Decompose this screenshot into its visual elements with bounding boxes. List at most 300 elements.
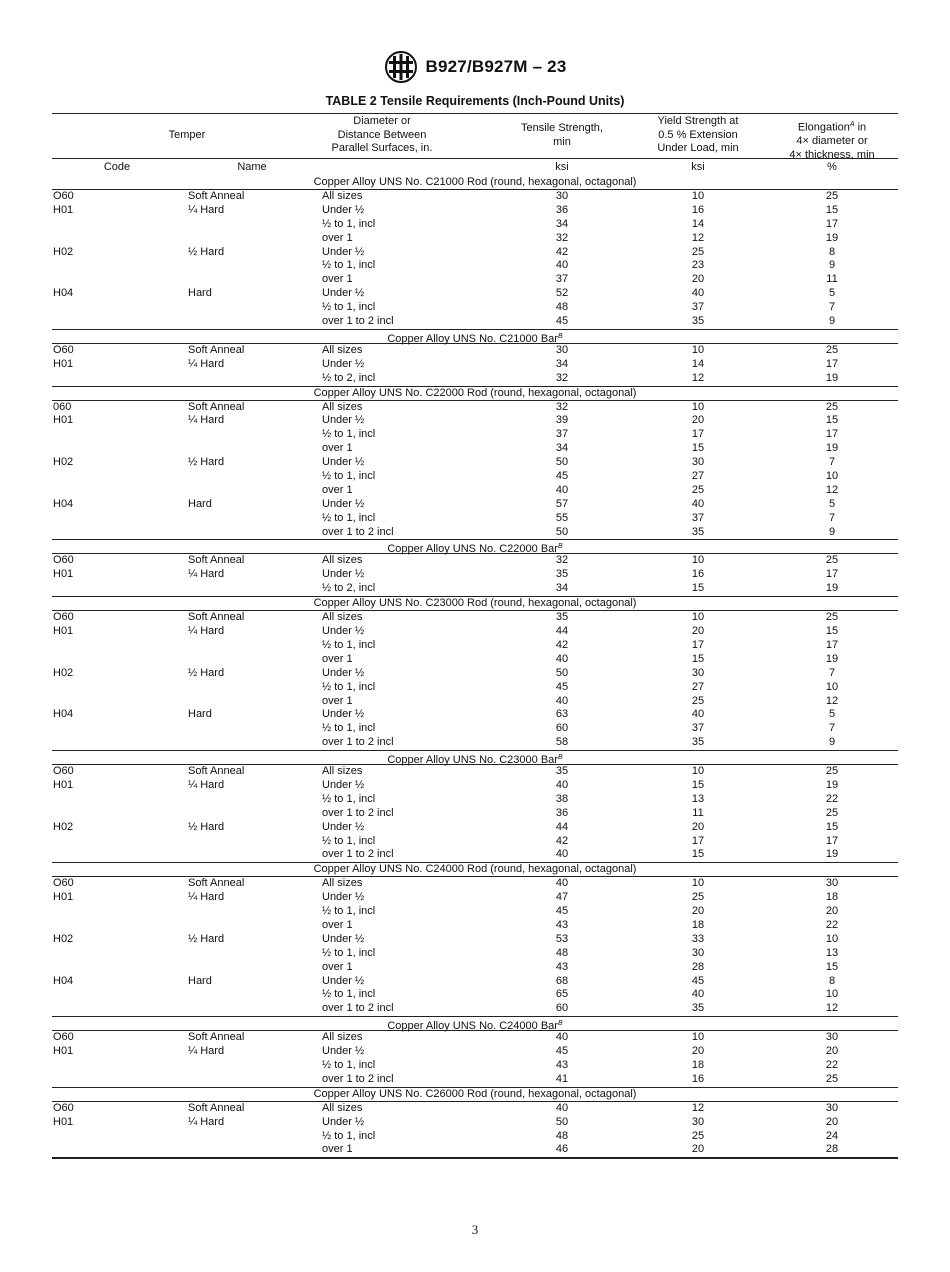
size-range: over 1 to 2 incl xyxy=(322,806,394,819)
temper-code: H01 xyxy=(53,891,74,904)
tensile-value: 35 xyxy=(555,611,569,624)
elongation-value: 7 xyxy=(828,511,836,524)
tensile-value: 45 xyxy=(555,315,569,328)
size-range: All sizes xyxy=(322,400,363,413)
temper-code: O60 xyxy=(53,554,74,567)
table-body xyxy=(52,176,898,1157)
tensile-value: 30 xyxy=(555,190,569,202)
yield-value: 10 xyxy=(691,343,705,356)
elongation-value: 10 xyxy=(825,470,839,483)
yield-value: 18 xyxy=(691,918,705,931)
yield-value: 35 xyxy=(691,1002,705,1015)
yield-value: 12 xyxy=(691,1101,705,1114)
size-range: over 1 xyxy=(322,652,353,665)
tensile-header: Tensile Strength, min xyxy=(521,122,603,148)
table-row xyxy=(52,793,898,807)
table-row xyxy=(52,315,898,329)
elongation-value: 25 xyxy=(825,343,839,356)
size-range: ½ to 1, incl xyxy=(322,259,376,272)
size-range: over 1 to 2 incl xyxy=(322,1072,394,1085)
yield-value: 25 xyxy=(691,694,705,707)
tensile-value: 37 xyxy=(555,273,569,286)
tensile-value: 35 xyxy=(555,568,569,581)
elongation-value: 11 xyxy=(826,273,838,286)
temper-code: O60 xyxy=(53,765,74,778)
temper-code: O60 xyxy=(53,1031,74,1044)
yield-value: 35 xyxy=(691,525,705,538)
table-row xyxy=(52,1002,898,1016)
table-row xyxy=(52,582,898,596)
table-row xyxy=(52,1073,898,1087)
temper-name: ¼ Hard xyxy=(188,414,225,427)
yield-value: 13 xyxy=(691,792,705,805)
tensile-value: 34 xyxy=(555,582,569,595)
elongation-value: 13 xyxy=(825,946,839,959)
elongation-value: 17 xyxy=(825,428,839,441)
units-header-row xyxy=(52,159,898,176)
temper-code: H01 xyxy=(53,357,74,370)
table-row xyxy=(52,1031,898,1045)
elongation-value: 19 xyxy=(825,582,839,595)
tensile-value: 30 xyxy=(555,343,569,356)
temper-name: Hard xyxy=(188,287,212,300)
yield-value: 30 xyxy=(691,1115,705,1128)
elongation-value: 20 xyxy=(825,905,839,918)
temper-name: ½ Hard xyxy=(188,820,225,833)
section-title: Copper Alloy UNS No. C22000 Bar$^B$ xyxy=(52,539,898,554)
section-title: Copper Alloy UNS No. C24000 Bar$^B$ xyxy=(52,1016,898,1031)
table-row xyxy=(52,919,898,933)
temper-code: H02 xyxy=(53,666,74,679)
tensile-value: 45 xyxy=(555,470,569,483)
table-row xyxy=(52,1045,898,1059)
table-row xyxy=(52,1143,898,1157)
temper-name: Soft Anneal xyxy=(188,554,245,567)
tensile-value: 45 xyxy=(555,680,569,693)
section-title: Copper Alloy UNS No. C21000 Bar$^B$ xyxy=(52,329,898,344)
tensile-value: 53 xyxy=(555,932,569,945)
section-title: Copper Alloy UNS No. C23000 Bar$^B$ xyxy=(52,750,898,765)
table-row xyxy=(52,695,898,709)
size-range: All sizes xyxy=(322,765,363,778)
elongation-value: 19 xyxy=(825,848,839,861)
temper-name: Soft Anneal xyxy=(188,190,245,202)
size-range: over 1 to 2 incl xyxy=(322,315,394,328)
yield-value: 25 xyxy=(691,891,705,904)
table-row xyxy=(52,358,898,372)
table-row xyxy=(52,301,898,315)
yield-value: 40 xyxy=(691,497,705,510)
elongation-value: 25 xyxy=(825,190,839,202)
section-title: Copper Alloy UNS No. C23000 Rod (round, hexagonal, octagonal) xyxy=(52,596,898,611)
elongation-value: 7 xyxy=(828,666,836,679)
table-row xyxy=(52,807,898,821)
table-row xyxy=(52,961,898,975)
size-range: ½ to 1, incl xyxy=(322,301,376,314)
tensile-value: 68 xyxy=(555,974,569,987)
tensile-value: 48 xyxy=(555,301,569,314)
size-range: over 1 xyxy=(322,483,353,496)
size-range: over 1 xyxy=(322,273,353,286)
size-range: ½ to 1, incl xyxy=(322,428,376,441)
elongation-value: 25 xyxy=(825,1072,839,1085)
tensile-value: 44 xyxy=(555,820,569,833)
yield-value: 20 xyxy=(691,905,705,918)
yield-value: 40 xyxy=(691,287,705,300)
size-range: All sizes xyxy=(322,877,363,890)
temper-code: H02 xyxy=(53,456,74,469)
table-row xyxy=(52,765,898,779)
temper-name: ¼ Hard xyxy=(188,357,225,370)
size-range: over 1 to 2 incl xyxy=(322,1002,394,1015)
page-number: 3 xyxy=(471,1222,479,1237)
elongation-value: 5 xyxy=(828,287,836,300)
size-range: Under ½ xyxy=(322,666,365,679)
table-row xyxy=(52,512,898,526)
yield-value: 37 xyxy=(691,722,705,735)
temper-name: Hard xyxy=(188,708,212,721)
table-row xyxy=(52,428,898,442)
elongation-value: 22 xyxy=(825,1058,839,1071)
elongation-unit: % xyxy=(827,161,837,173)
elongation-value: 25 xyxy=(825,806,839,819)
yield-header: Yield Strength at 0.5 % Extension Under Load, min xyxy=(657,115,739,154)
temper-name: ½ Hard xyxy=(188,932,225,945)
tensile-value: 41 xyxy=(555,1072,569,1085)
temper-name: ½ Hard xyxy=(188,666,225,679)
yield-value: 20 xyxy=(691,1045,705,1058)
yield-value: 10 xyxy=(691,190,705,202)
yield-value: 27 xyxy=(691,680,705,693)
size-range: Under ½ xyxy=(322,820,365,833)
table-row xyxy=(52,442,898,456)
size-range: Under ½ xyxy=(322,287,365,300)
table-row xyxy=(52,246,898,260)
table-row xyxy=(52,372,898,386)
tensile-value: 45 xyxy=(555,1045,569,1058)
size-range: Under ½ xyxy=(322,891,365,904)
yield-value: 35 xyxy=(691,315,705,328)
elongation-value: 28 xyxy=(825,1143,839,1156)
tensile-value: 32 xyxy=(555,400,569,413)
elongation-value: 9 xyxy=(828,736,836,749)
table-title: TABLE 2 Tensile Requirements (Inch-Pound Units) xyxy=(325,94,625,108)
elongation-value: 17 xyxy=(825,568,839,581)
temper-code: H04 xyxy=(53,287,74,300)
table-row xyxy=(52,1059,898,1073)
temper-name: ¼ Hard xyxy=(188,568,225,581)
elongation-value: 9 xyxy=(828,525,836,538)
tensile-value: 43 xyxy=(555,960,569,973)
table-row xyxy=(52,653,898,667)
tensile-value: 36 xyxy=(555,203,569,216)
elongation-value: 17 xyxy=(825,638,839,651)
section-title: Copper Alloy UNS No. C22000 Rod (round, hexagonal, octagonal) xyxy=(52,386,898,401)
elongation-value: 7 xyxy=(828,301,836,314)
size-range: All sizes xyxy=(322,1101,363,1114)
size-range: Under ½ xyxy=(322,1045,365,1058)
tensile-value: 35 xyxy=(555,765,569,778)
yield-value: 20 xyxy=(691,820,705,833)
temper-code: H01 xyxy=(53,778,74,791)
elongation-value: 25 xyxy=(825,554,839,567)
size-range: All sizes xyxy=(322,611,363,624)
tensile-value: 50 xyxy=(555,666,569,679)
size-range: ½ to 1, incl xyxy=(322,792,376,805)
tensile-value: 58 xyxy=(555,736,569,749)
tensile-value: 50 xyxy=(555,1115,569,1128)
size-range: ½ to 1, incl xyxy=(322,680,376,693)
size-range: Under ½ xyxy=(322,497,365,510)
elongation-value: 25 xyxy=(825,400,839,413)
tensile-value: 43 xyxy=(555,918,569,931)
tensile-value: 42 xyxy=(555,638,569,651)
temper-name: ¼ Hard xyxy=(188,1045,225,1058)
table-row xyxy=(52,722,898,736)
elongation-value: 30 xyxy=(825,877,839,890)
yield-value: 16 xyxy=(691,568,705,581)
size-range: All sizes xyxy=(322,190,363,202)
elongation-value: 5 xyxy=(828,708,836,721)
yield-value: 20 xyxy=(691,1143,705,1156)
temper-name: ¼ Hard xyxy=(188,625,225,638)
temper-code: H01 xyxy=(53,203,74,216)
tensile-value: 52 xyxy=(555,287,569,300)
temper-name: ¼ Hard xyxy=(188,203,225,216)
table-row xyxy=(52,708,898,722)
tensile-value: 40 xyxy=(555,652,569,665)
tensile-value: 40 xyxy=(555,1031,569,1044)
temper-name: ¼ Hard xyxy=(188,1115,225,1128)
table-row xyxy=(52,681,898,695)
temper-code: O60 xyxy=(53,1101,74,1114)
tensile-value: 55 xyxy=(555,511,569,524)
elongation-value: 10 xyxy=(825,988,839,1001)
size-range: Under ½ xyxy=(322,708,365,721)
yield-value: 10 xyxy=(691,611,705,624)
yield-value: 14 xyxy=(691,217,705,230)
yield-value: 37 xyxy=(691,301,705,314)
temper-name: Hard xyxy=(188,974,212,987)
temper-code: O60 xyxy=(53,190,74,202)
size-range: Under ½ xyxy=(322,1115,365,1128)
tensile-value: 50 xyxy=(555,525,569,538)
size-range: Under ½ xyxy=(322,932,365,945)
column-header-row xyxy=(52,114,898,161)
yield-value: 18 xyxy=(691,1058,705,1071)
elongation-value: 15 xyxy=(825,203,839,216)
size-range: All sizes xyxy=(322,554,363,567)
size-range: over 1 xyxy=(322,694,353,707)
yield-value: 10 xyxy=(691,554,705,567)
temper-code: H02 xyxy=(53,820,74,833)
tensile-unit: ksi xyxy=(555,161,569,173)
size-range: Under ½ xyxy=(322,245,365,258)
size-range: over 1 xyxy=(322,918,353,931)
tensile-value: 42 xyxy=(555,245,569,258)
table-row xyxy=(52,287,898,301)
yield-value: 45 xyxy=(691,974,705,987)
elongation-value: 8 xyxy=(828,245,836,258)
elongation-value: 19 xyxy=(825,652,839,665)
size-range: over 1 xyxy=(322,960,353,973)
tensile-value: 32 xyxy=(555,371,569,384)
yield-value: 20 xyxy=(691,414,705,427)
table-row xyxy=(52,835,898,849)
tensile-value: 40 xyxy=(555,848,569,861)
tensile-value: 34 xyxy=(555,217,569,230)
table-row xyxy=(52,625,898,639)
tensile-value: 40 xyxy=(555,483,569,496)
temper-header: Temper xyxy=(168,129,206,141)
tensile-value: 48 xyxy=(555,946,569,959)
yield-value: 14 xyxy=(691,357,705,370)
tensile-value: 38 xyxy=(555,792,569,805)
elongation-value: 19 xyxy=(825,231,839,244)
elongation-value: 17 xyxy=(825,217,839,230)
yield-value: 37 xyxy=(691,511,705,524)
code-header: Code xyxy=(103,161,131,173)
table-row xyxy=(52,554,898,568)
tensile-value: 40 xyxy=(555,694,569,707)
yield-value: 35 xyxy=(691,736,705,749)
temper-code: 060 xyxy=(53,400,72,413)
size-range: All sizes xyxy=(322,343,363,356)
temper-code: H04 xyxy=(53,974,74,987)
yield-value: 12 xyxy=(691,231,705,244)
elongation-value: 7 xyxy=(828,722,836,735)
yield-value: 16 xyxy=(691,1072,705,1085)
elongation-value: 10 xyxy=(825,932,839,945)
size-range: Under ½ xyxy=(322,414,365,427)
document-header xyxy=(0,50,950,84)
temper-code: H02 xyxy=(53,245,74,258)
table-row xyxy=(52,470,898,484)
tensile-value: 36 xyxy=(555,806,569,819)
elongation-value: 12 xyxy=(825,1002,839,1015)
table-row xyxy=(52,611,898,625)
temper-code: H01 xyxy=(53,1045,74,1058)
temper-name: Soft Anneal xyxy=(188,765,245,778)
temper-name: Soft Anneal xyxy=(188,1031,245,1044)
table-row xyxy=(52,905,898,919)
tensile-value: 40 xyxy=(555,877,569,890)
temper-code: O60 xyxy=(53,877,74,890)
yield-value: 30 xyxy=(691,666,705,679)
yield-value: 33 xyxy=(691,932,705,945)
yield-value: 16 xyxy=(691,203,705,216)
table-row xyxy=(52,344,898,358)
table-row xyxy=(52,204,898,218)
elongation-value: 10 xyxy=(825,680,839,693)
table-row xyxy=(52,639,898,653)
yield-value: 17 xyxy=(691,638,705,651)
table-row xyxy=(52,988,898,1002)
size-range: ½ to 1, incl xyxy=(322,217,376,230)
table-row xyxy=(52,1116,898,1130)
elongation-value: 12 xyxy=(825,483,839,496)
table-row xyxy=(52,821,898,835)
size-range: ½ to 1, incl xyxy=(322,722,376,735)
elongation-value: 19 xyxy=(825,778,839,791)
yield-value: 10 xyxy=(691,765,705,778)
table-row xyxy=(52,891,898,905)
tensile-value: 39 xyxy=(555,414,569,427)
yield-value: 20 xyxy=(691,273,705,286)
tensile-value: 50 xyxy=(555,456,569,469)
yield-value: 30 xyxy=(691,946,705,959)
yield-value: 10 xyxy=(691,1031,705,1044)
tensile-value: 42 xyxy=(555,834,569,847)
table-row xyxy=(52,484,898,498)
tensile-value: 37 xyxy=(555,428,569,441)
yield-value: 20 xyxy=(691,625,705,638)
temper-name: Soft Anneal xyxy=(188,611,245,624)
table-row xyxy=(52,848,898,862)
yield-value: 17 xyxy=(691,428,705,441)
elongation-header: Elongation$^A$ in 4× diameter or 4× thickness, min xyxy=(789,121,875,161)
elongation-value: 17 xyxy=(825,834,839,847)
size-range: over 1 xyxy=(322,231,353,244)
diameter-header: Diameter or Distance Between Parallel Surfaces, in. xyxy=(331,115,433,154)
elongation-value: 30 xyxy=(825,1031,839,1044)
elongation-value: 24 xyxy=(825,1129,839,1142)
size-range: Under ½ xyxy=(322,357,365,370)
table-bottom-rule xyxy=(52,1157,898,1159)
table-row xyxy=(52,218,898,232)
temper-code: H02 xyxy=(53,932,74,945)
elongation-value: 15 xyxy=(825,960,839,973)
size-range: Under ½ xyxy=(322,568,365,581)
yield-value: 15 xyxy=(691,442,705,455)
yield-value: 15 xyxy=(691,582,705,595)
document-id: B927/B927M – 23 xyxy=(425,57,567,76)
size-range: ½ to 2, incl xyxy=(322,371,376,384)
yield-value: 28 xyxy=(691,960,705,973)
temper-name: Soft Anneal xyxy=(188,1101,245,1114)
size-range: All sizes xyxy=(322,1031,363,1044)
table-row xyxy=(52,498,898,512)
table-row xyxy=(52,667,898,681)
elongation-value: 25 xyxy=(825,765,839,778)
yield-value: 17 xyxy=(691,834,705,847)
table-row xyxy=(52,736,898,750)
size-range: Under ½ xyxy=(322,625,365,638)
temper-name: ½ Hard xyxy=(188,245,225,258)
tensile-value: 32 xyxy=(555,554,569,567)
section-title: Copper Alloy UNS No. C26000 Rod (round, hexagonal, octagonal) xyxy=(52,1087,898,1102)
tensile-value: 32 xyxy=(555,231,569,244)
table-row xyxy=(52,526,898,540)
size-range: Under ½ xyxy=(322,203,365,216)
name-header: Name xyxy=(237,161,267,173)
tensile-value: 40 xyxy=(555,1101,569,1114)
size-range: ½ to 1, incl xyxy=(322,1058,376,1071)
section-title: Copper Alloy UNS No. C24000 Rod (round, hexagonal, octagonal) xyxy=(52,862,898,877)
size-range: ½ to 1, incl xyxy=(322,988,376,1001)
elongation-value: 22 xyxy=(825,792,839,805)
section-title: Copper Alloy UNS No. C21000 Rod (round, hexagonal, octagonal) xyxy=(52,176,898,190)
elongation-value: 19 xyxy=(825,371,839,384)
tensile-value: 57 xyxy=(555,497,569,510)
elongation-value: 17 xyxy=(825,357,839,370)
table-row xyxy=(52,273,898,287)
table-row xyxy=(52,975,898,989)
astm-logo-icon xyxy=(384,50,418,84)
yield-value: 10 xyxy=(691,400,705,413)
temper-code: H04 xyxy=(53,708,74,721)
size-range: ½ to 1, incl xyxy=(322,905,376,918)
